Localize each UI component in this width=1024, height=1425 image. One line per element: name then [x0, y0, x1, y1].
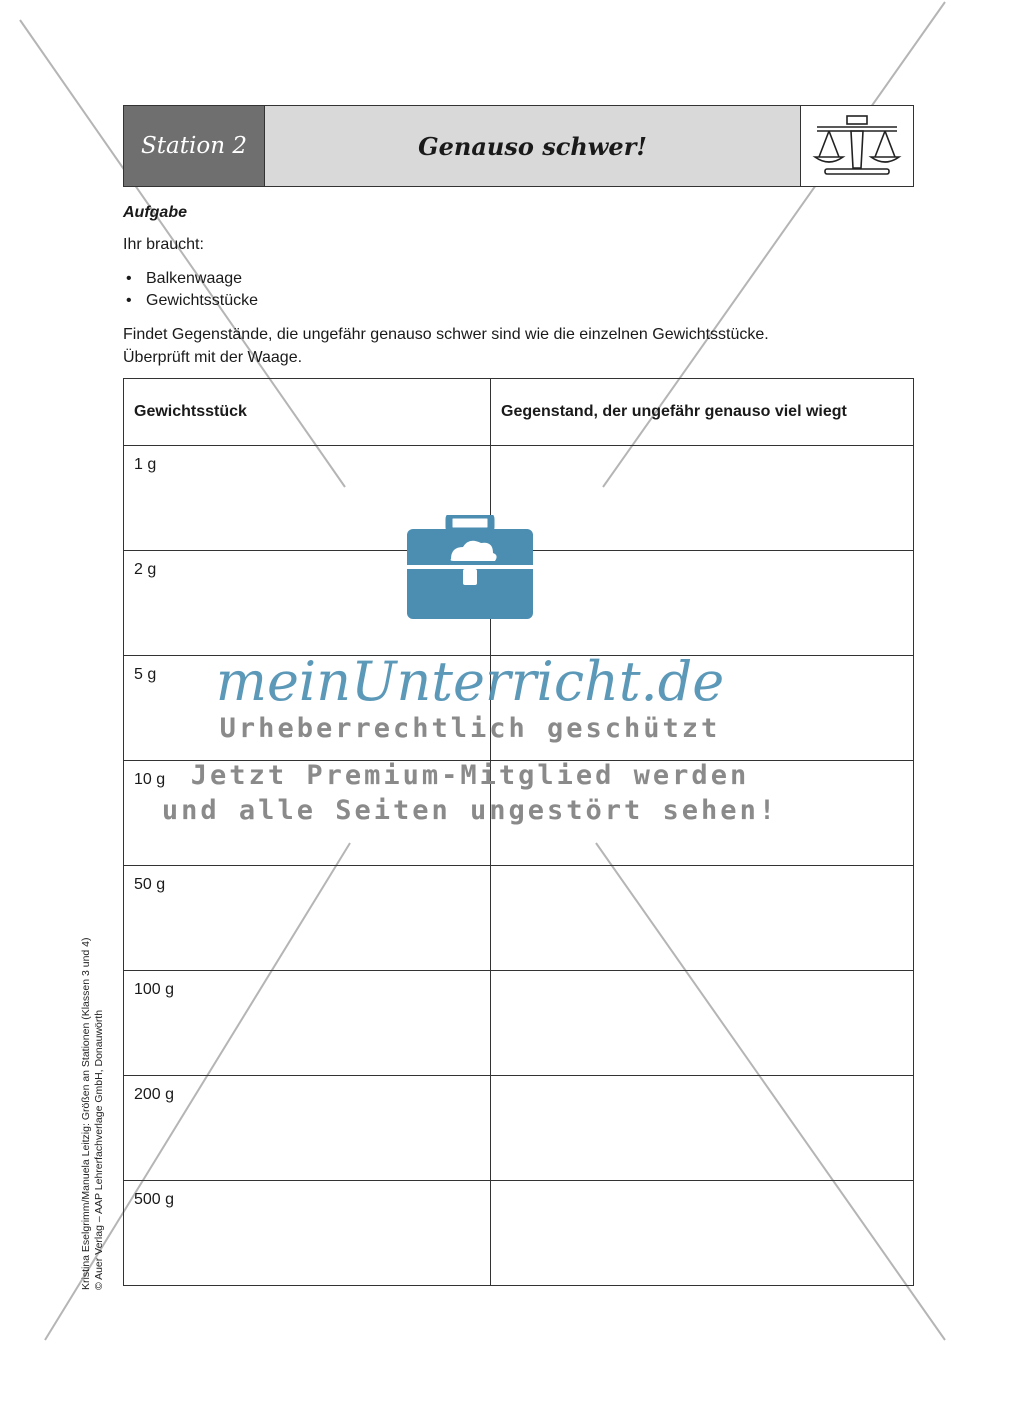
credit-line: Kristina Eselgrimm/Manuela Leitzig: Größen an Stationen (Klassen 3 und 4) — [80, 937, 92, 1290]
weight-cell: 500 g — [124, 1181, 491, 1286]
object-answer-cell[interactable] — [491, 656, 914, 761]
header-icon-cell — [801, 106, 913, 186]
weight-cell: 5 g — [124, 656, 491, 761]
table-header-row — [124, 379, 914, 446]
table-row — [124, 656, 914, 761]
station-label: Station 2 — [124, 106, 265, 186]
object-answer-cell[interactable] — [491, 446, 914, 551]
materials-list — [123, 268, 258, 312]
object-answer-cell[interactable] — [491, 761, 914, 866]
copyright-credit — [80, 937, 106, 1290]
task-heading: Aufgabe — [123, 204, 187, 221]
page-title: Genauso schwer! — [265, 106, 801, 186]
materials-intro: Ihr braucht: — [123, 236, 204, 253]
object-answer-cell[interactable] — [491, 971, 914, 1076]
weight-cell: 200 g — [124, 1076, 491, 1181]
weight-cell: 1 g — [124, 446, 491, 551]
column-header-object: Gegenstand, der ungefähr genauso viel wiegt — [491, 379, 914, 446]
table-row — [124, 866, 914, 971]
table-row — [124, 551, 914, 656]
credit-line: © Auer Verlag – AAP Lehrerfachverlage GmbH, Donauwörth — [93, 1009, 105, 1290]
column-header-weight: Gewichtsstück — [124, 379, 491, 446]
object-answer-cell[interactable] — [491, 551, 914, 656]
instruction-line: Findet Gegenstände, die ungefähr genauso schwer sind wie die einzelnen Gewichtsstücke. — [123, 326, 769, 343]
table-row — [124, 1076, 914, 1181]
object-answer-cell[interactable] — [491, 1181, 914, 1286]
watermark-line: Jetzt Premium-Mitglied werden — [190, 760, 750, 791]
list-item: • Balkenwaage — [123, 268, 258, 290]
list-item: • Gewichtsstücke — [123, 290, 258, 312]
watermark-brand: meinUnterricht.de — [215, 650, 725, 713]
balance-scale-icon — [811, 113, 903, 179]
task-instruction — [123, 323, 883, 369]
weight-cell: 50 g — [124, 866, 491, 971]
weight-cell: 10 g — [124, 761, 491, 866]
station-header — [123, 105, 914, 187]
watermark-line: und alle Seiten ungestört sehen! — [161, 795, 779, 826]
table-row — [124, 446, 914, 551]
weights-table — [123, 378, 914, 1286]
watermark-line: Urheberrechtlich geschützt — [219, 713, 721, 744]
weight-cell: 2 g — [124, 551, 491, 656]
object-answer-cell[interactable] — [491, 1076, 914, 1181]
object-answer-cell[interactable] — [491, 866, 914, 971]
table-row — [124, 761, 914, 866]
table-row — [124, 971, 914, 1076]
table-row — [124, 1181, 914, 1286]
weight-cell: 100 g — [124, 971, 491, 1076]
instruction-line: Überprüft mit der Waage. — [123, 349, 303, 366]
